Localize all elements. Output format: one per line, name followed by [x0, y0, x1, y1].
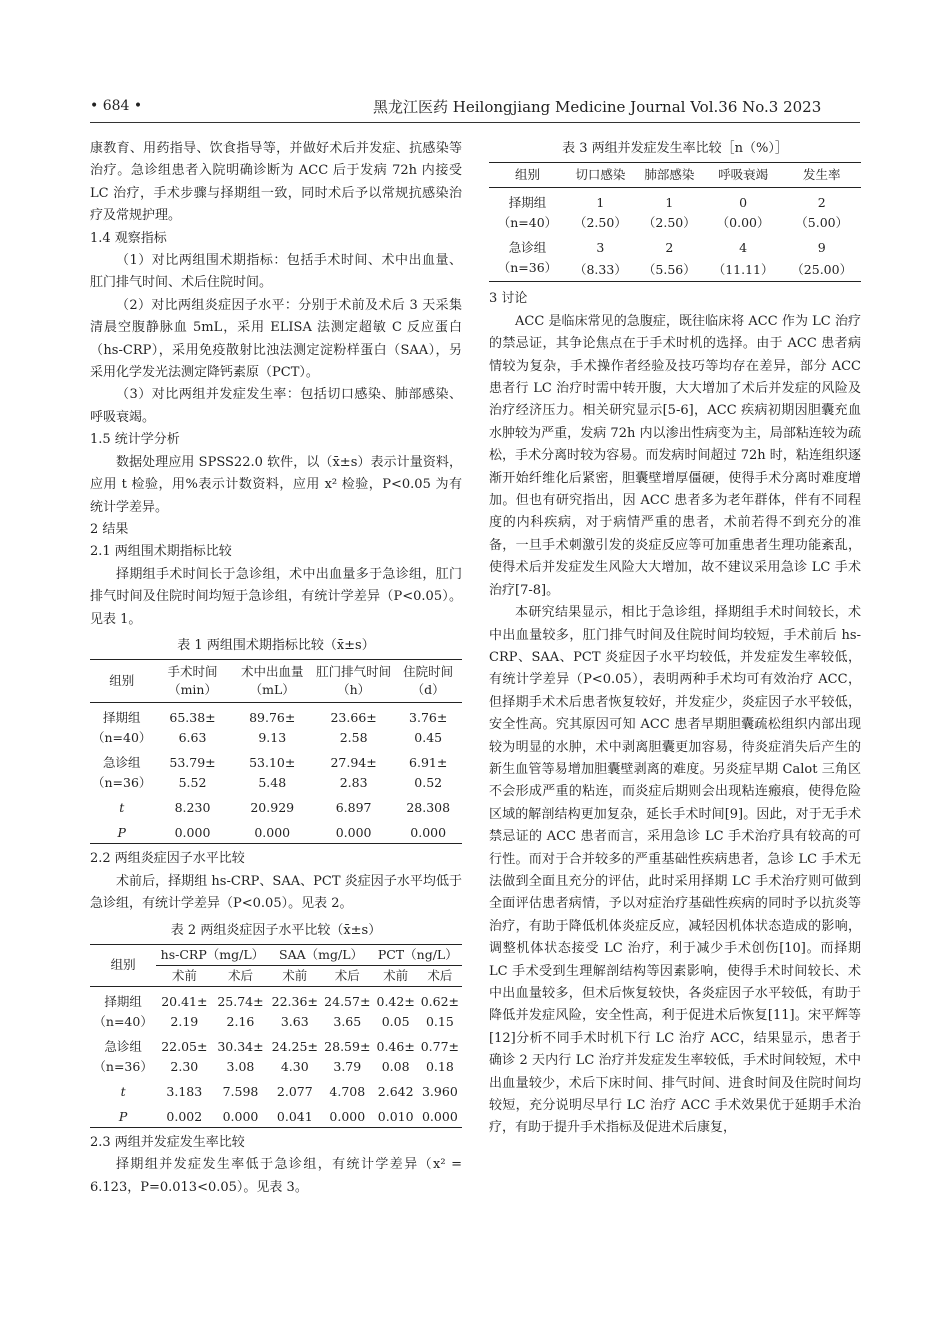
observation-item-3: （3）对比两组并发症发生率：包括切口感染、肺部感染、呼吸衰竭。 [90, 387, 462, 425]
table-3-caption: 表 3 两组并发症发生率比较［n（%）］ [562, 141, 788, 156]
t3-header-rate: 发生率 [782, 163, 861, 188]
observation-item-1: （1）对比两组围术期指标：包括手术时间、术中出血量、肛门排气时间、术后住院时间。 [90, 253, 462, 291]
table-row: 择期组 20.41± 25.74± 22.36± 24.57± 0.42± 0.62± [104, 993, 460, 1009]
result-2-1-paragraph: 择期组手术时间长于急诊组，术中出血量多于急诊组，肛门排气时间及住院时间均短于急诊组，有统计学差异（P<0.05）。见表 1。 [90, 566, 462, 627]
section-2-2-heading: 2.2 两组炎症因子水平比较 [90, 851, 245, 867]
t3-header-incision: 切口感染 [566, 163, 635, 188]
t2-header-pct: PCT（ng/L） [374, 944, 462, 965]
t2-header-hscrp: hs-CRP（mg/L） [156, 944, 268, 965]
table-row: P 0.002 0.000 0.041 0.000 0.010 0.000 [118, 1108, 458, 1124]
t3-header-lung: 肺部感染 [635, 163, 704, 188]
t2-header-saa: SAA（mg/L） [269, 944, 374, 965]
table-row: 择期组 65.38± 89.76± 23.66± 3.76± [102, 710, 448, 726]
section-2-3-heading: 2.3 两组并发症发生率比较 [90, 1134, 245, 1150]
result-2-2-paragraph: 术前后，择期组 hs-CRP、SAA、PCT 炎症因子水平均低于急诊组，有统计学差异（P<0.05）。见表 2。 [90, 873, 462, 912]
table-row: 急诊组 22.05± 30.34± 24.25± 28.59± 0.46± 0.77± [104, 1038, 460, 1054]
table-3 [489, 162, 861, 282]
t1-header-flatus-time: 肛门排气时间（h） [313, 660, 395, 703]
table-row: （n=36） 2.30 3.08 4.30 3.79 0.08 0.18 [93, 1058, 454, 1074]
table-2: 组别 hs-CRP（mg/L） SAA（mg/L） PCT（ng/L） 术前 术后 术前 术后 术前 术后 择期组 20.41± 25.74± 22.36± 24.57± 0.42± 0.62± （n=40） 2.19 2.16 3.63 3.65 0.05 0.15 急诊组 22.05± 30.34± 24.25± 28.59± 0.46± 0.77± （n=36） 2.30 3.08 4.30 3.79 0.08 0.18 t 3.183 7.598 2.077 4.708 2.642 3.960 P 0.002 0.000 0.041 0.000 0.010 0.000 [90, 944, 462, 1128]
table-row: t 3.183 7.598 2.077 4.708 2.642 3.960 [120, 1083, 458, 1099]
section-2-1-heading: 2.1 两组围术期指标比较 [90, 544, 232, 560]
table-row: （n=40） 6.63 9.13 2.58 0.45 [92, 730, 443, 746]
journal-title: 黑龙江医药 Heilongjiang Medicine Journal Vol.36 No.3 2023 [373, 98, 822, 116]
t2-header-group: 组别 [90, 944, 156, 986]
table-row: （n=40） 2.19 2.16 3.63 3.65 0.05 0.15 [93, 1013, 454, 1029]
page-number: • 684 • [90, 98, 143, 114]
table-1-caption: 表 1 两组围术期指标比较（x̄±s） [177, 637, 375, 653]
t1-header-group: 组别 [90, 660, 153, 703]
observation-item-2: （2）对比两组炎症因子水平：分别于术前及术后 3 天采集清晨空腹静脉血 5mL，采用 ELISA 法测定超敏 C 反应蛋白（hs-CRP），采用免疫散射比浊法测定淀粉样蛋白（SAA），另采用化学发光法测定降钙素原（PCT）。 [90, 297, 462, 381]
section-2-heading: 2 结果 [90, 521, 129, 537]
table-1 [90, 659, 462, 844]
section-1-4-heading: 1.4 观察指标 [90, 230, 167, 246]
t1-header-hospital-days: 住院时间（d） [394, 660, 462, 703]
discussion-paragraph-1: ACC 是临床常见的急腹症，既往临床将 ACC 作为 LC 治疗的禁忌证，其争论焦点在于手术时机的选择。由于 ACC 患者病情较为复杂，手术操作者经验及技巧等均存在差异，部分 ACC 患者行 LC 治疗时需中转开腹，大大增加了术后并发症的风险及治疗经济压力。相关研究显示[5-6]，ACC 疾病初期因胆囊充血水肿较为严重，发病 72h 内以渗出性病变为主，局部粘连较为疏松，手术分离时较为容易。而发病时间超过 72h 时，粘连组织逐渐开始纤维化后紧密，胆囊壁增厚僵硬，使得手术分离时难度增加。但也有研究指出，因 ACC 患者多为老年群体，伴有不同程度的内科疾病，对于病情严重的患者，术前若得不到充分的准备，一旦手术刺激引发的炎症反应等可加重患者生理功能紊乱，使得术后并发症发生风险大大增加，故不建议采用急诊 LC 手术治疗[7-8]。 [489, 313, 861, 598]
table-2-caption: 表 2 两组炎症因子水平比较（x̄±s） [170, 922, 382, 938]
page-header [90, 96, 860, 123]
table-row: t 8.230 20.929 6.897 28.308 [119, 800, 451, 816]
t1-header-blood-loss: 术中出血量（mL） [232, 660, 313, 703]
t1-header-op-time: 手术时间（min） [153, 660, 231, 703]
table-row: P 0.000 0.000 0.000 0.000 [117, 825, 447, 841]
t3-header-group: 组别 [489, 163, 566, 188]
table-row: 急诊组 3 2 4 9 [508, 240, 826, 256]
t3-header-respiratory: 呼吸衰竭 [704, 163, 783, 188]
result-2-3-paragraph: 择期组并发症发生率低于急诊组，有统计学差异（x² = 6.123，P=0.013<0.05）。见表 3。 [90, 1157, 462, 1195]
intro-paragraph: 康教育、用药指导、饮食指导等，并做好术后并发症、抗感染等治疗。急诊组患者入院明确诊断为 ACC 后于发病 72h 内接受 LC 治疗，手术步骤与择期组一致，同时术后予以常规抗感染治疗及常规护理。 [90, 141, 462, 224]
section-3-heading: 3 讨论 [489, 291, 528, 307]
left-column [90, 138, 462, 1199]
table-row: （n=40） （2.50） （2.50） （0.00） （5.00） [497, 215, 849, 231]
discussion-paragraph-2: 本研究结果显示，相比于急诊组，择期组手术时间较长，术中出血量较多，肛门排气时间及住院时间均较短，手术前后 hs-CRP、SAA、PCT 炎症因子水平均较低，并发症发生率较低，有统计学差异（P<0.05），表明两种手术均可有效治疗 ACC，但择期手术术后患者恢复较好，并发症少，炎症因子水平较低，安全性高。究其原因可知 ACC 患者早期胆囊疏松组织内部出现较为明显的水肿，术中剥离胆囊更加容易，待炎症消失后产生的新生血管等易增加胆囊壁剥离的难度。另炎症早期 Calot 三角区不会形成严重的粘连，而炎症后期则会出现粘连瘢痕，使得危险区域的解剖结构更加复杂，延长手术时间[9]。因此，对于无手术禁忌证的 ACC 患者而言，采用急诊 LC 手术治疗具有较高的可行性。而对于合并较多的严重基础性疾病患者，急诊 LC 手术无法做到全面且充分的评估，此时采用择期 LC 手术治疗则可做到全面评估患者病情，予以对症治疗基础性疾病的同时予以抗炎等治疗，有助于降低机体炎症反应，减轻因机体状态造成的影响，调整机体状态接受 LC 治疗，利于减少手术创伤[10]。而择期 LC 手术受到生理解剖结构等因素影响，使得手术时间较长、术中出血量较多，但术后恢复较快，各炎症因子水平较低，有助于降低并发症风险，安全性高，利于促进术后恢复[11]。宋平辉等[12]分析不同手术时机下行 LC 治疗 ACC，结果显示，患者于确诊 2 天内行 LC 治疗并发症发生率较低，手术时间较短，术中出血量较少，术后下床时间、排气时间、进食时间及住院时间均较短，充分说明尽早行 LC 治疗 ACC 手术效果优于延期手术治疗，有助于提升手术指标及促进术后康复， [489, 605, 861, 1136]
table-row: （n=36） 5.52 5.48 2.83 0.52 [92, 775, 443, 791]
section-1-5-heading: 1.5 统计学分析 [90, 432, 180, 448]
table-row: （n=36） （8.33） （5.56） （11.11） （25.00） [497, 260, 853, 277]
statistics-paragraph: 数据处理应用 SPSS22.0 软件，以（x̄±s）表示计量资料，应用 t 检验，用%表示计数资料，应用 x² 检验，P<0.05 为有统计学差异。 [90, 454, 462, 515]
table-row: 择期组 1 1 0 2 [508, 195, 826, 211]
table-row: 急诊组 53.79± 53.10± 27.94± 6.91± [102, 755, 448, 771]
right-column [489, 138, 861, 1140]
